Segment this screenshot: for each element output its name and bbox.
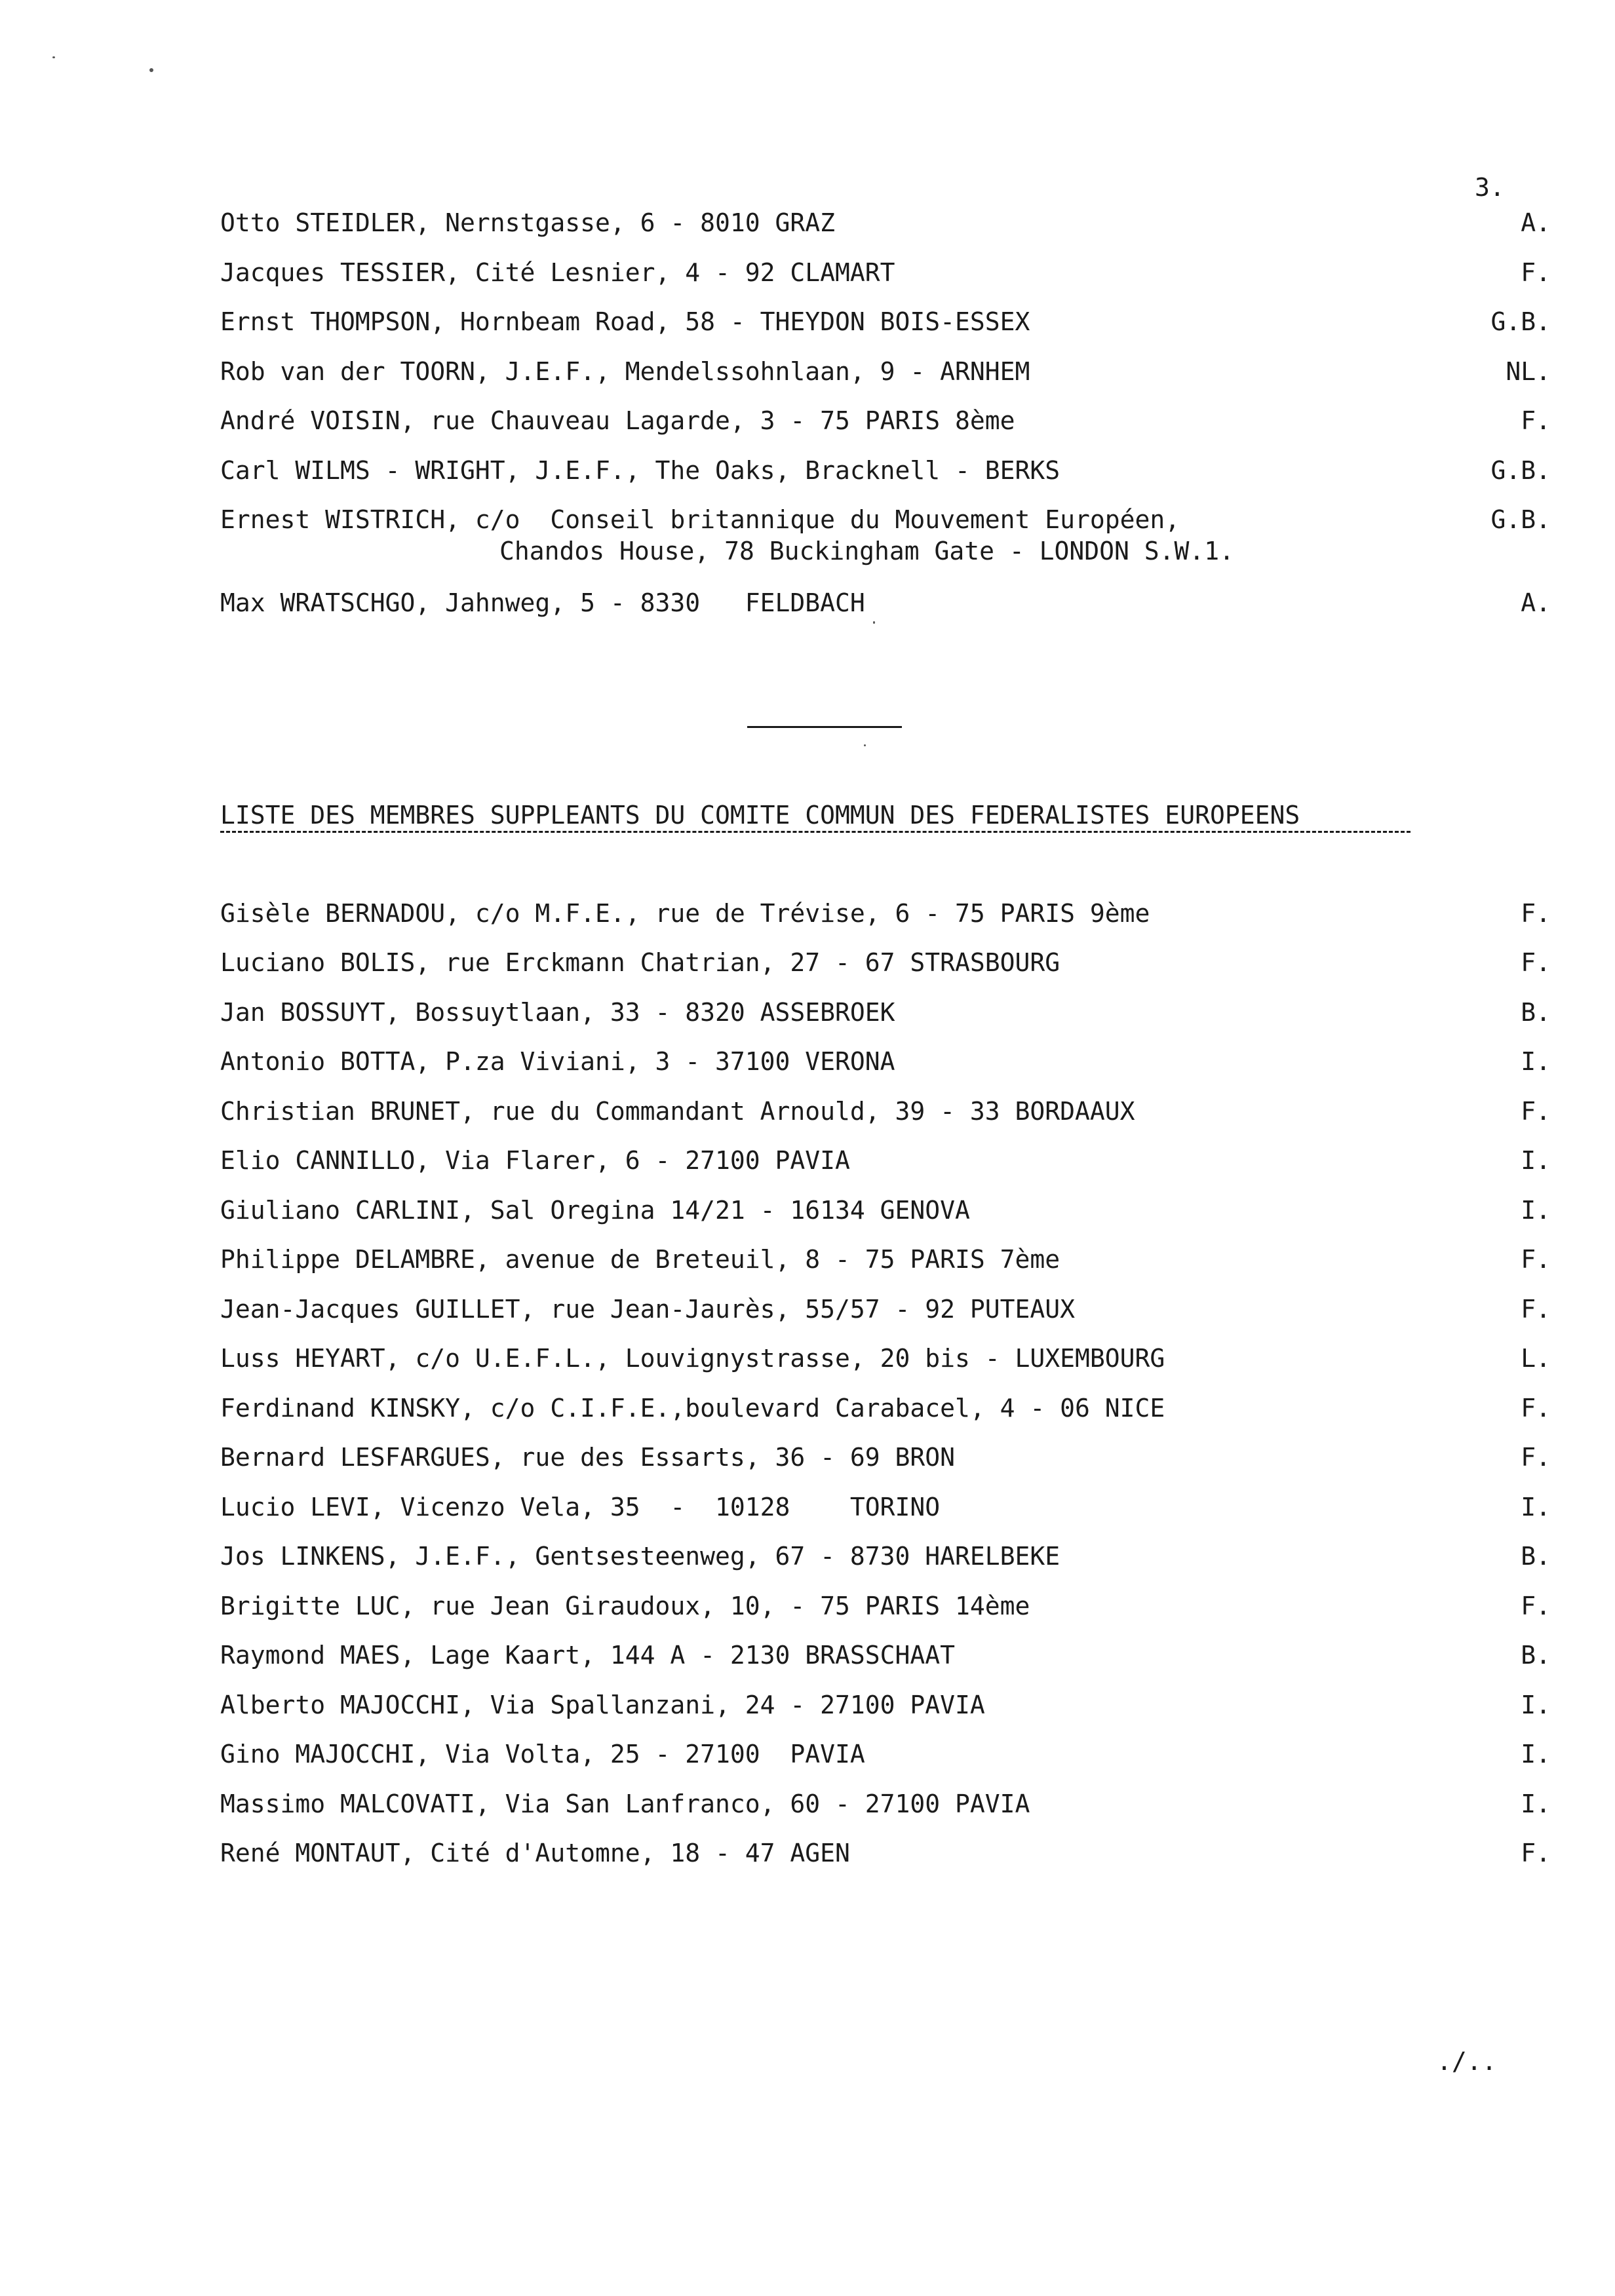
member-entry: Christian BRUNET, rue du Commandant Arnould, 39 - 33 BORDAAUX: [220, 1097, 1135, 1126]
list-item: [220, 207, 1551, 257]
member-entry: Jos LINKENS, J.E.F., Gentsesteenweg, 67 - 8730 HARELBEKE: [220, 1542, 1060, 1571]
member-entry: André VOISIN, rue Chauveau Lagarde, 3 - 75 PARIS 8ème: [220, 406, 1015, 435]
list-item: [220, 587, 1551, 637]
country-code: NL.: [1506, 357, 1551, 386]
list-item: [220, 1293, 1551, 1343]
member-entry: Ernst THOMPSON, Hornbeam Road, 58 - THEYDON BOIS-ESSEX: [220, 307, 1030, 336]
list-item: [220, 1195, 1551, 1244]
list-item: [220, 1689, 1551, 1739]
country-code: A.: [1521, 588, 1551, 617]
list-item: [220, 504, 1551, 572]
member-entry: Gino MAJOCCHI, Via Volta, 25 - 27100 PAVIA: [220, 1740, 865, 1769]
list-item: [220, 356, 1551, 406]
country-code: I.: [1521, 1691, 1551, 1719]
member-entry: Elio CANNILLO, Via Flarer, 6 - 27100 PAVIA: [220, 1146, 850, 1175]
country-code: F.: [1521, 1592, 1551, 1620]
country-code: I.: [1521, 1493, 1551, 1521]
country-code: F.: [1521, 258, 1551, 287]
member-entry-line-1: Ernest WISTRICH, c/o Conseil britannique du Mouvement Européen,: [220, 505, 1180, 534]
member-entry: Carl WILMS - WRIGHT, J.E.F., The Oaks, Bracknell - BERKS: [220, 456, 1060, 485]
page-number: 3.: [1475, 173, 1505, 202]
country-code: F.: [1521, 1295, 1551, 1324]
country-code: I.: [1521, 1146, 1551, 1175]
country-code: I.: [1521, 1740, 1551, 1769]
list-item: [220, 1145, 1551, 1195]
country-code: F.: [1521, 406, 1551, 435]
heading-underline: [220, 831, 1411, 833]
list-item: [220, 1392, 1551, 1442]
member-entry: [220, 504, 1234, 567]
country-code: I.: [1521, 1789, 1551, 1818]
country-code: B.: [1521, 1641, 1551, 1670]
country-code: F.: [1521, 1394, 1551, 1423]
scan-speck: [52, 56, 55, 58]
list-item: [220, 1096, 1551, 1145]
country-code: F.: [1521, 1245, 1551, 1274]
list-item: [220, 1442, 1551, 1491]
member-entry: Raymond MAES, Lage Kaart, 144 A - 2130 BRASSCHAAT: [220, 1641, 956, 1670]
member-entry: Philippe DELAMBRE, avenue de Breteuil, 8 - 75 PARIS 7ème: [220, 1245, 1060, 1274]
member-entry: Giuliano CARLINI, Sal Oregina 14/21 - 16134 GENOVA: [220, 1196, 970, 1225]
member-entry-line-2: Chandos House, 78 Buckingham Gate - LONDON S.W.1.: [499, 537, 1235, 565]
country-code: F.: [1521, 1097, 1551, 1126]
list-item: [220, 1639, 1551, 1689]
member-entry: Ferdinand KINSKY, c/o C.I.F.E.,boulevard Carabacel, 4 - 06 NICE: [220, 1394, 1165, 1423]
country-code: B.: [1521, 998, 1551, 1027]
country-code: I.: [1521, 1196, 1551, 1225]
country-code: G.B.: [1490, 456, 1551, 485]
member-entry: Max WRATSCHGO, Jahnweg, 5 - 8330 FELDBACH: [220, 588, 865, 617]
country-code: I.: [1521, 1047, 1551, 1076]
member-entry: Antonio BOTTA, P.za Viviani, 3 - 37100 VERONA: [220, 1047, 895, 1076]
member-entry: Alberto MAJOCCHI, Via Spallanzani, 24 - 27100 PAVIA: [220, 1691, 985, 1719]
member-entry: Brigitte LUC, rue Jean Giraudoux, 10, - 75 PARIS 14ème: [220, 1592, 1030, 1620]
member-entry: Jean-Jacques GUILLET, rue Jean-Jaurès, 55/57 - 92 PUTEAUX: [220, 1295, 1076, 1324]
list-item: [220, 947, 1551, 997]
list-item: [220, 997, 1551, 1046]
member-entry: Luss HEYART, c/o U.E.F.L., Louvignystrasse, 20 bis - LUXEMBOURG: [220, 1344, 1165, 1373]
list-item: [220, 455, 1551, 505]
country-code: F.: [1521, 1443, 1551, 1472]
country-code: G.B.: [1490, 505, 1551, 534]
member-entry: Luciano BOLIS, rue Erckmann Chatrian, 27 - 67 STRASBOURG: [220, 948, 1060, 977]
member-entry: Jan BOSSUYT, Bossuytlaan, 33 - 8320 ASSEBROEK: [220, 998, 895, 1027]
member-entry: René MONTAUT, Cité d'Automne, 18 - 47 AGEN: [220, 1839, 850, 1867]
list-item: [220, 1738, 1551, 1788]
list-item: [220, 1046, 1551, 1096]
country-code: L.: [1521, 1344, 1551, 1373]
list-item: [220, 257, 1551, 307]
member-entry: Otto STEIDLER, Nernstgasse, 6 - 8010 GRAZ: [220, 208, 835, 237]
list-item: [220, 306, 1551, 356]
member-entry: Rob van der TOORN, J.E.F., Mendelssohnlaan, 9 - ARNHEM: [220, 357, 1030, 386]
list-item: [220, 1343, 1551, 1392]
substitutes-list: [220, 898, 1551, 1881]
list-item: [220, 1788, 1551, 1838]
country-code: F.: [1521, 1839, 1551, 1867]
list-item: [220, 405, 1551, 455]
country-code: F.: [1521, 948, 1551, 977]
list-item: [220, 1590, 1551, 1640]
list-item: [220, 1244, 1551, 1293]
country-code: G.B.: [1490, 307, 1551, 336]
scan-speck: [149, 68, 153, 72]
member-entry: Massimo MALCOVATI, Via San Lanfranco, 60 - 27100 PAVIA: [220, 1789, 1030, 1818]
members-list: [220, 207, 1551, 626]
list-item: [220, 1540, 1551, 1590]
continued-marker: ./..: [1437, 2047, 1497, 2076]
country-code: F.: [1521, 899, 1551, 928]
member-entry: Lucio LEVI, Vicenzo Vela, 35 - 10128 TORINO: [220, 1493, 941, 1521]
section-divider: [747, 726, 902, 728]
list-item: [220, 1491, 1551, 1541]
list-item: [220, 898, 1551, 947]
scan-speck: [864, 744, 866, 746]
section-heading: LISTE DES MEMBRES SUPPLEANTS DU COMITE COMMUN DES FEDERALISTES EUROPEENS: [220, 801, 1300, 830]
member-entry: Bernard LESFARGUES, rue des Essarts, 36 - 69 BRON: [220, 1443, 956, 1472]
country-code: A.: [1521, 208, 1551, 237]
member-entry: Gisèle BERNADOU, c/o M.F.E., rue de Trévise, 6 - 75 PARIS 9ème: [220, 899, 1150, 928]
country-code: B.: [1521, 1542, 1551, 1571]
member-entry: Jacques TESSIER, Cité Lesnier, 4 - 92 CLAMART: [220, 258, 895, 287]
list-item: [220, 1837, 1551, 1887]
